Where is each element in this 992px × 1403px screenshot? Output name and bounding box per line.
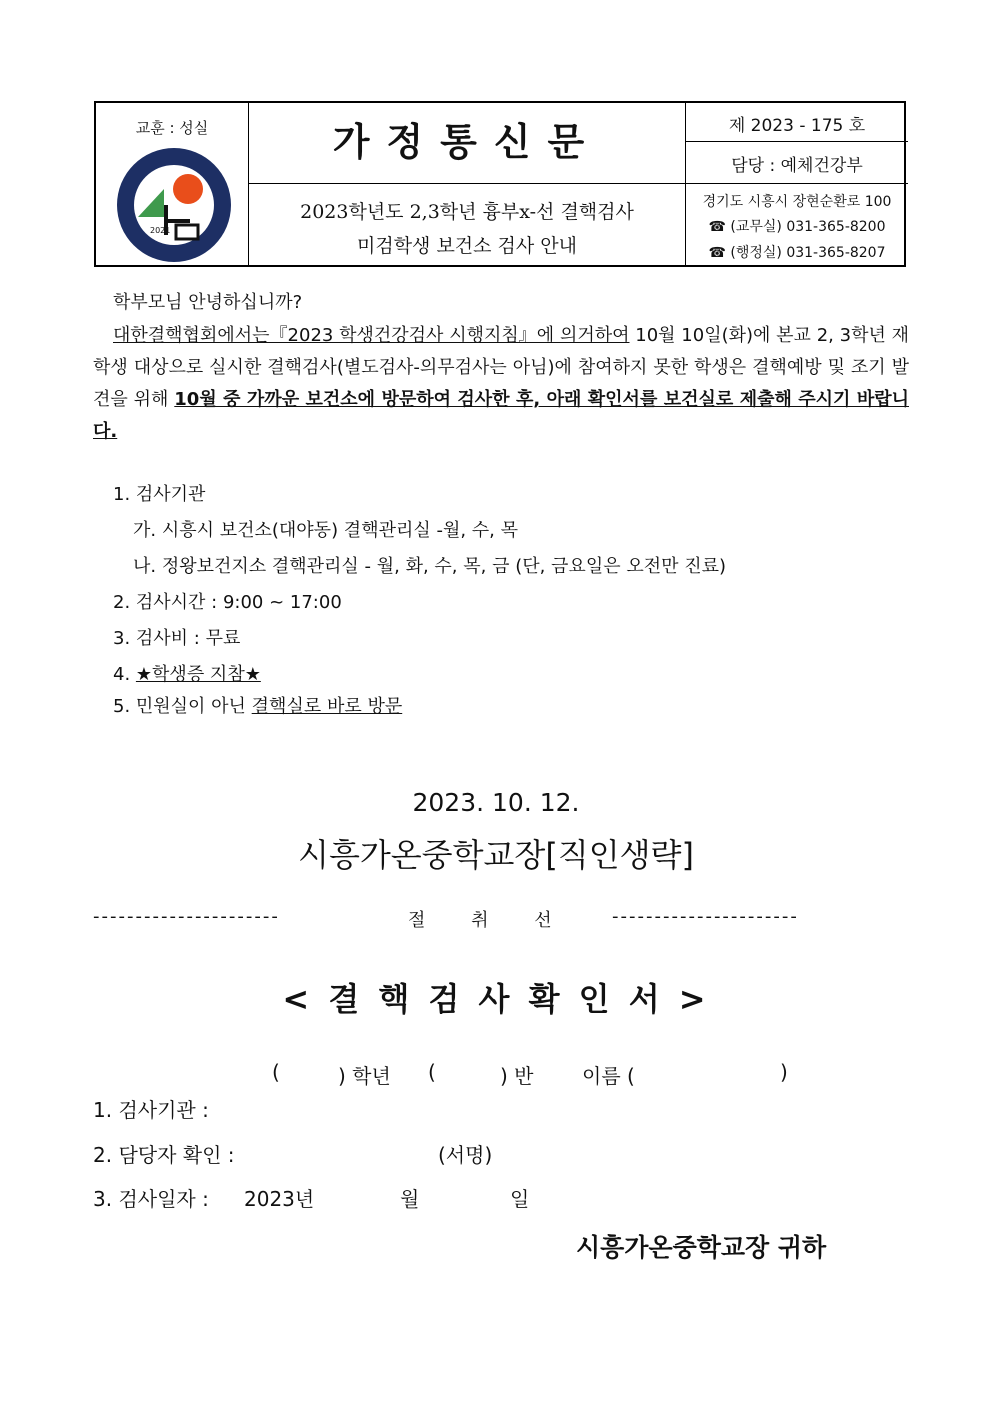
issue-date: 2023. 10. 12. [412,788,580,817]
department: 담당 : 예체건강부 [731,156,863,176]
school-logo [116,147,232,263]
field-day: 일 [510,1187,530,1211]
divider [249,183,685,184]
addressee: 시흥가온중학교장 귀하 [576,1233,827,1262]
item-prefix: 4. [113,664,136,685]
field-year: 2023년 [244,1187,315,1211]
paragraph-underlined-2: 10월 중 가까운 보건소에 방문하여 검사한 후, 아래 확인서를 보건실로 제출해 주시기 바랍니다. [93,389,909,442]
grade-open: ( [272,1060,280,1084]
name-label: 이름 ( [582,1064,635,1088]
class-label: ) 반 [500,1064,534,1088]
school-address: 경기도 시흥시 장현순환로 100 [702,194,892,210]
page-title: 가정통신문 [332,119,602,164]
phone-admin: ☎ (행정실) 031-365-8207 [708,245,886,261]
item-underlined: 결핵실로 바로 방문 [251,696,403,717]
item-prefix: 5. 민원실이 아닌 [113,696,252,717]
list-item: 나. 정왕보건지소 결핵관리실 - 월, 화, 수, 목, 금 (단, 금요일은 오전만 진료) [133,556,727,577]
list-item [113,692,402,718]
list-item: 2. 검사시간 : 9:00 ~ 17:00 [113,592,342,613]
item-underlined: ★학생증 지참★ [135,664,261,685]
field-date: 3. 검사일자 : [93,1187,209,1211]
school-motto: 교훈 : 성실 [135,119,209,137]
field-institution: 1. 검사기관 : [93,1098,209,1122]
signer: 시흥가온중학교장[직인생략] [298,836,694,874]
form-title: < 결 핵 검 사 확 인 서 > [282,980,710,1018]
divider [686,141,908,142]
phone-office: ☎ (교무실) 031-365-8200 [708,219,886,235]
cutline-label: 절 취 선 [408,910,572,931]
cutline-dashes-left: ---------------------- [93,906,280,927]
list-item [113,660,261,686]
paragraph-text-1: 10월 10일(화)에 본교 2, 3학년 재학생 대상으로 실시한 결핵검사(별도검사-의무검사는 아님)에 참여하지 못한 학생은 결핵예방 및 조기 발견을 위해 [93,325,909,410]
grade-label: ) 학년 [338,1064,391,1088]
list-item: 1. 검사기관 [113,484,206,505]
cutline-dashes-right: ---------------------- [612,906,799,927]
subtitle-line-2: 미검학생 보건소 검사 안내 [356,235,577,257]
divider [686,183,908,184]
list-item: 가. 시흥시 보건소(대야동) 결핵관리실 -월, 수, 목 [133,520,519,541]
header-table [94,101,906,267]
class-open: ( [428,1060,436,1084]
field-month: 월 [400,1187,420,1211]
main-paragraph [93,320,909,448]
field-staff: 2. 담당자 확인 : [93,1143,235,1167]
paragraph-underlined-1: 대한결핵협회에서는『2023 학생건강검사 시행지침』에 의거하여 [113,325,630,346]
name-close: ) [780,1060,788,1084]
subtitle-line-1: 2023학년도 2,3학년 흉부x-선 결핵검사 [300,201,634,223]
svg-text:2021: 2021 [150,226,171,235]
issue-number: 제 2023 - 175 호 [728,116,866,136]
list-item: 3. 검사비 : 무료 [113,628,241,649]
signature-label: (서명) [438,1143,493,1167]
greeting: 학부모님 안녕하십니까? [113,292,303,313]
